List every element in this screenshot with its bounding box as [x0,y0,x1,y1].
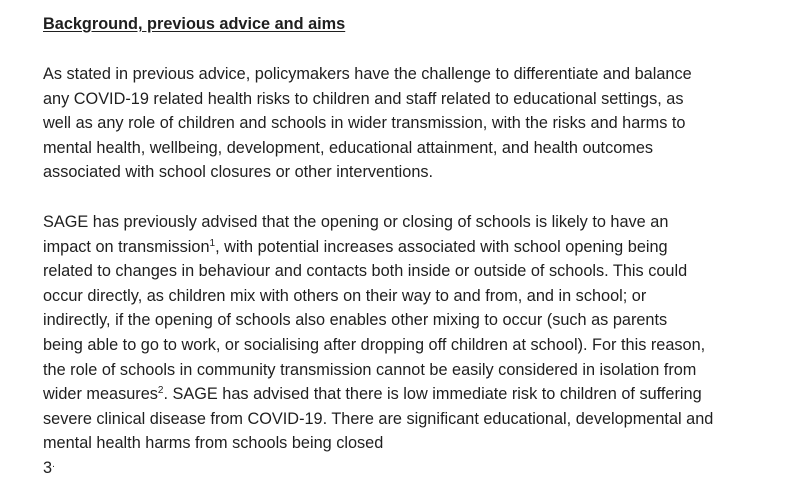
text-line: the role of schools in community transmission cannot be easily considered in isolation from [43,360,697,379]
text-line: well as any role of children and schools in wider transmission, with the risks and harms to [43,114,686,133]
text-line: mental health harms from schools being closed [43,434,384,453]
document-page [43,12,812,481]
text-segment: . SAGE has advised that there is low immediate risk to children of suffering [163,385,702,404]
text-line: As stated in previous advice, policymakers have the challenge to differentiate and balance [43,65,692,83]
text-line: being able to go to work, or socialising after dropping off children at school). For this reason, [43,335,706,354]
text-line [43,382,812,407]
text-segment: 3 [43,458,53,477]
paragraph-sage-advice [43,210,812,481]
text-line: SAGE has previously advised that the opening or closing of schools is likely to have an [43,212,669,231]
paragraph-aims [43,62,812,185]
footnote-ref-1[interactable]: 1 [209,237,216,249]
footnote-ref-3[interactable]: . [52,458,55,470]
section-heading: Background, previous advice and aims [43,15,346,33]
text-line: any COVID-19 related health risks to children and staff related to educational settings, as [43,89,684,108]
text-segment: impact on transmission [43,237,210,256]
text-line: mental health, wellbeing, development, educational attainment, and health outcomes [43,138,654,157]
text-line: related to changes in behaviour and contacts both inside or outside of schools. This could [43,262,688,281]
text-line: occur directly, as children mix with others on their way to and from, and in school; or [43,286,647,305]
text-line: indirectly, if the opening of schools also enables other mixing to occur (such as parents [43,311,668,330]
text-line: severe clinical disease from COVID-19. There are significant educational, developmental and [43,409,714,428]
text-segment: , with potential increases associated with school opening being [215,237,668,256]
footnote-ref-2[interactable]: 2 [157,385,164,397]
text-line [43,456,812,481]
text-line: associated with school closures or other interventions. [43,163,434,182]
text-segment: wider measures [43,385,158,404]
text-line [43,235,812,260]
